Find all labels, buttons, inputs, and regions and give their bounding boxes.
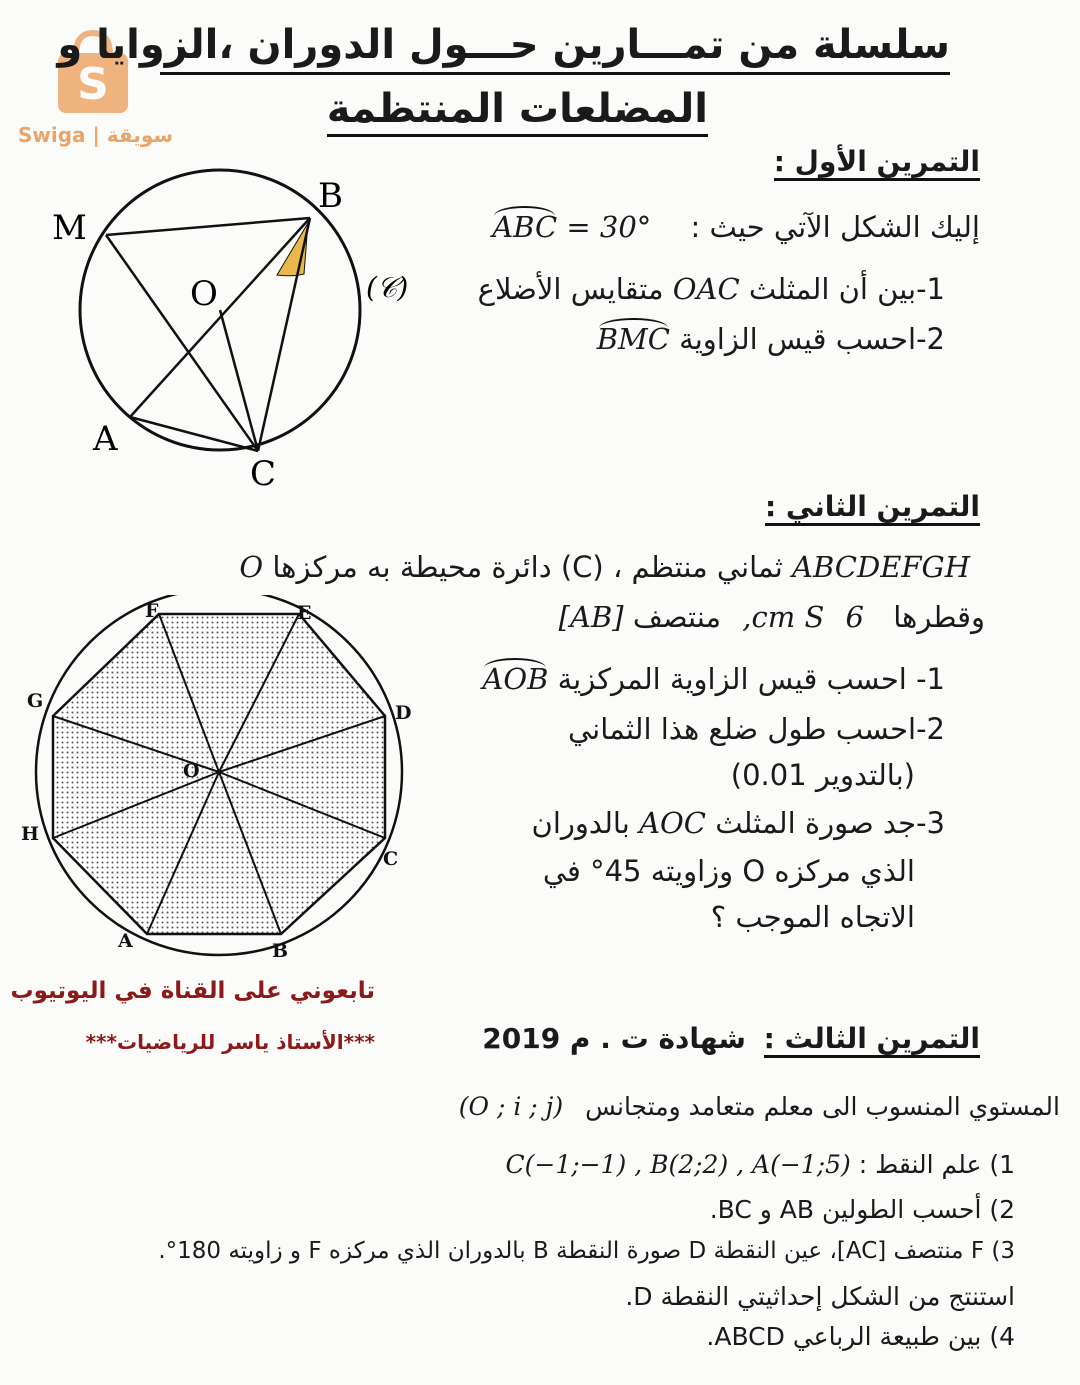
ex1-intro (492, 210, 980, 244)
ex2-q3-line2: الذي مركزه O وزاويته 45° في (542, 854, 915, 888)
ex2-q3-math: AOC (639, 806, 706, 840)
ex2-q3-tail: بالدوران (531, 806, 630, 840)
ex2-q3-text: 3-جد صورة المثلث (715, 806, 945, 840)
ex2-label-G: G (27, 690, 44, 712)
page-title-line2: المضلعات المنتظمة (327, 86, 708, 137)
ex2-label-D: D (395, 702, 412, 724)
ex2-octagon-name: ABCDEFGH (792, 550, 970, 584)
ex1-q2 (597, 322, 945, 356)
ex3-plane (459, 1092, 1060, 1121)
ex3-frame: (O ; i ; j) (458, 1092, 564, 1121)
ex1-q1-text: 1-بين أن المثلث (748, 272, 945, 306)
ex1-figure (40, 165, 460, 505)
ex3-plane-text: المستوي المنسوب الى معلم متعامد ومتجانس (585, 1092, 1060, 1121)
ex1-heading: التمرين الأول : (774, 145, 980, 181)
ex2-q3 (532, 806, 945, 840)
ex1-label-M: M (52, 208, 87, 248)
ex2-q2: 2-احسب طول ضلع هذا الثماني (568, 712, 945, 746)
ex1-given-value: = 30° (557, 210, 652, 244)
ex1-q1-math: OAC (672, 272, 740, 306)
svg-text:S: S (77, 59, 109, 110)
ex2-line2-text: وقطرها (893, 600, 985, 634)
ex1-q1-tail: متقايس الأضلاع (477, 272, 664, 306)
ex1-label-A: A (93, 419, 118, 459)
ex2-label-E: E (297, 602, 312, 624)
ex1-intro-text: إليك الشكل الآتي حيث : (690, 210, 980, 244)
ex3-source: شهادة ت . م 2019 (482, 1022, 746, 1055)
ex2-label-F: F (145, 600, 159, 622)
ex2-q1-text: 1- احسب قيس الزاوية المركزية (557, 662, 945, 696)
ex1-q2-text: 2-احسب قيس الزاوية (679, 322, 945, 356)
ex3-q2: 2) أحسب الطولين AB و BC. (709, 1195, 1015, 1224)
ex2-point-S: S, (742, 600, 825, 634)
ex2-label-C: C (383, 848, 399, 870)
ex3-q1-label: 1) علم النقط : (858, 1150, 1015, 1179)
ex2-diameter: 6 cm (751, 600, 864, 634)
brand-name: Swiga | سويقة (18, 123, 174, 147)
ex2-line1-text: ثماني منتظم ، (C) دائرة محيطة به مركزها (272, 550, 783, 584)
ex2-segment-AB: [AB] (558, 600, 624, 634)
ex2-heading: التمرين الثاني : (765, 490, 980, 526)
ex2-center-O: O (239, 550, 264, 584)
promo-line2: ***الأستاذ ياسر للرياضيات*** (85, 1030, 375, 1054)
ex2-q1-math: AOB (482, 662, 549, 696)
ex2-q1 (482, 662, 945, 696)
ex3-q1-points: C(−1;−1) , B(2;2) , A(−1;5) (505, 1150, 851, 1179)
ex1-label-B: B (318, 176, 343, 216)
ex2-q2-round: (بالتدوير 0.01) (730, 758, 915, 792)
ex1-label-circle: (𝒞) (366, 271, 409, 304)
ex2-label-B: B (272, 940, 289, 962)
promo-line1: تابعوني على القناة في اليوتيوب (10, 978, 375, 1004)
ex2-label-O: O (183, 760, 200, 782)
ex2-line2 (559, 600, 985, 634)
ex1-label-C: C (250, 454, 277, 494)
ex3-q3a: 3) F منتصف [AC]، عين النقطة D صورة النقطة B بالدوران الذي مركزه F و زاويته 180°. (158, 1238, 1015, 1264)
ex3-q3b: استنتج من الشكل إحداثيتي النقطة D. (625, 1282, 1015, 1311)
ex2-label-A: A (118, 930, 133, 952)
ex1-given-arc: ABC (492, 210, 558, 244)
ex3-header (482, 1022, 980, 1055)
ex2-q3-line3: الاتجاه الموجب ؟ (710, 900, 915, 934)
ex3-q4: 4) بين طبيعة الرباعي ABCD. (706, 1322, 1015, 1351)
ex3-q1 (505, 1150, 1015, 1179)
ex1-label-O: O (190, 274, 218, 314)
ex2-figure (15, 595, 425, 965)
ex1-q1 (478, 272, 945, 306)
ex3-heading: التمرين الثالث : (764, 1022, 980, 1058)
ex1-q2-math: BMC (596, 322, 670, 356)
ex2-line1 (239, 550, 970, 584)
page-title-line1: سلسلة من تمـــارين حـــول الدوران ،الزوايا و (160, 22, 950, 75)
ex2-label-H: H (21, 823, 39, 845)
ex2-midpoint-word: منتصف (632, 600, 722, 634)
